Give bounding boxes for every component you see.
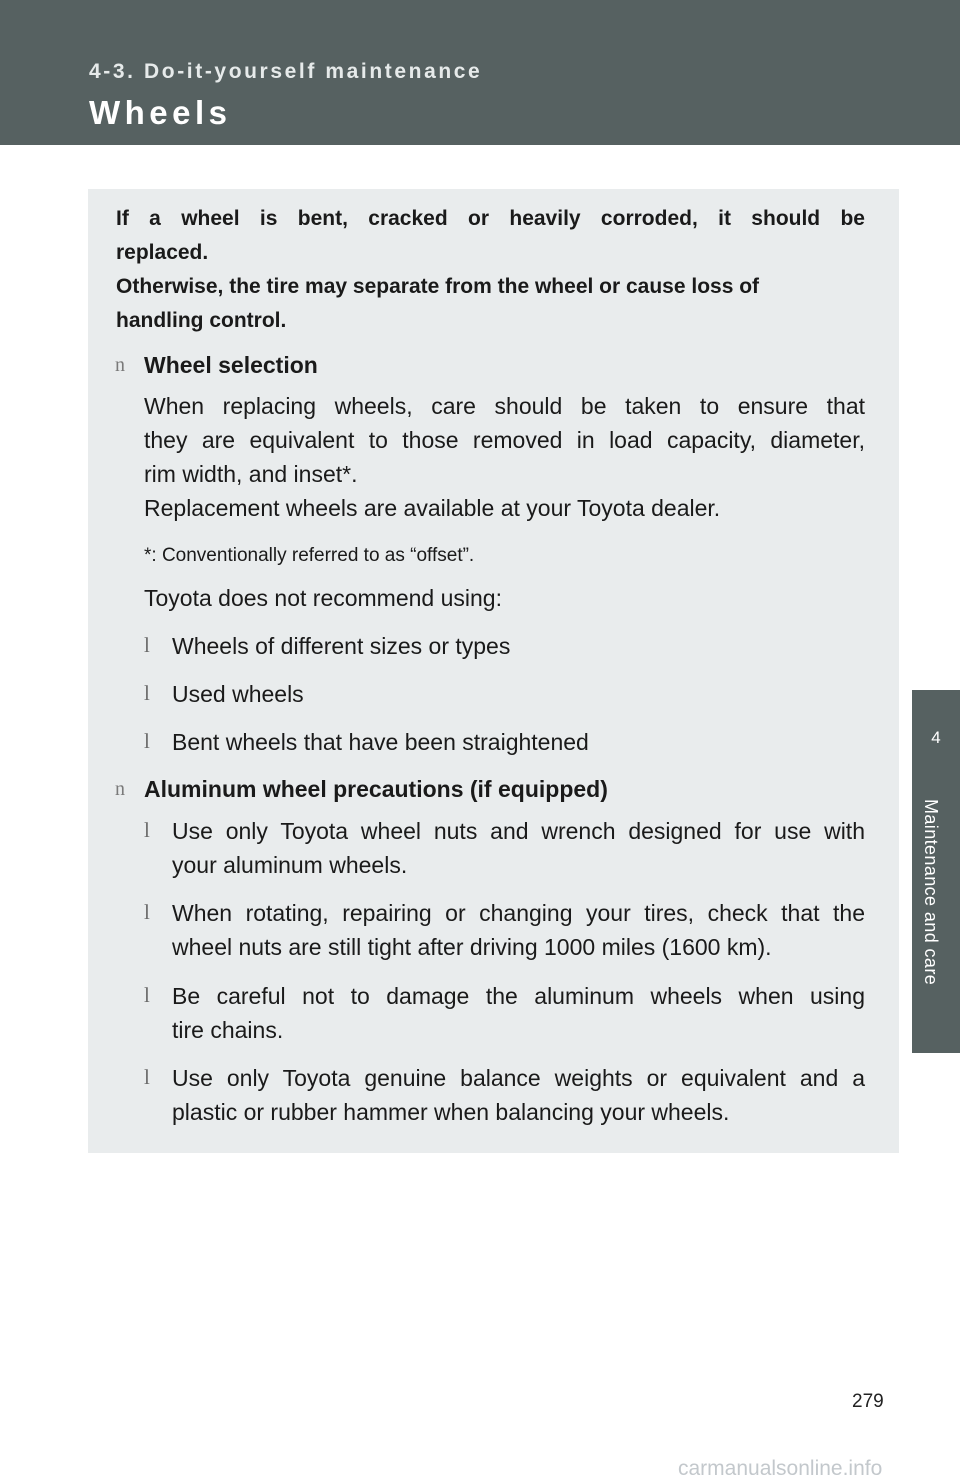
list-marker: l [144, 681, 150, 705]
not-recommend-text: Toyota does not recommend using: [144, 585, 502, 611]
aluminum-item-3-line-2: tire chains. [172, 1017, 284, 1043]
list-marker: l [144, 729, 150, 753]
aluminum-item-3-line-1: Be careful not to damage the aluminum wheels when using [172, 983, 865, 1009]
list-marker: l [144, 900, 150, 924]
aluminum-item-1-line-2: your aluminum wheels. [172, 852, 408, 878]
aluminum-item-2-line-1: When rotating, repairing or changing your tires, check that the [172, 900, 865, 926]
aluminum-item-2-line-2: wheel nuts are still tight after driving 1000 miles (1600 km). [172, 934, 772, 960]
aluminum-item-1-line-1: Use only Toyota wheel nuts and wrench designed for use with [172, 818, 865, 844]
wheel-selection-line-1: When replacing wheels, care should be taken to ensure that [144, 393, 865, 419]
page-title: Wheels [89, 94, 232, 131]
wheel-selection-line-3: rim width, and inset*. [144, 461, 358, 487]
list-marker: l [144, 633, 150, 657]
list-marker: l [144, 983, 150, 1007]
list-marker: l [144, 818, 150, 842]
intro-line-1: If a wheel is bent, cracked or heavily corroded, it should be [116, 207, 865, 230]
section-marker: n [115, 778, 125, 800]
list-item: Bent wheels that have been straightened [172, 729, 589, 755]
offset-footnote: *: Conventionally referred to as “offset”. [144, 545, 475, 566]
intro-line-4: handling control. [116, 309, 287, 332]
list-marker: l [144, 1065, 150, 1089]
watermark: carmanualsonline.info [678, 1457, 883, 1480]
section-marker: n [115, 354, 125, 376]
chapter-label: Maintenance and care [921, 799, 941, 986]
list-item: Used wheels [172, 681, 304, 707]
wheel-selection-heading: Wheel selection [144, 352, 318, 378]
wheel-selection-line-2: they are equivalent to those removed in load capacity, diameter, [144, 427, 865, 453]
intro-line-3: Otherwise, the tire may separate from the wheel or cause loss of [116, 275, 760, 298]
intro-line-2: replaced. [116, 241, 209, 264]
chapter-number: 4 [931, 728, 941, 747]
aluminum-item-4-line-1: Use only Toyota genuine balance weights or equivalent and a [172, 1065, 865, 1091]
section-label: 4-3. Do-it-yourself maintenance [89, 60, 483, 83]
wheel-selection-line-4: Replacement wheels are available at your Toyota dealer. [144, 495, 721, 521]
aluminum-item-4-line-2: plastic or rubber hammer when balancing your wheels. [172, 1099, 730, 1125]
page-number: 279 [852, 1391, 884, 1412]
aluminum-heading: Aluminum wheel precautions (if equipped) [144, 776, 608, 802]
list-item: Wheels of different sizes or types [172, 633, 511, 659]
